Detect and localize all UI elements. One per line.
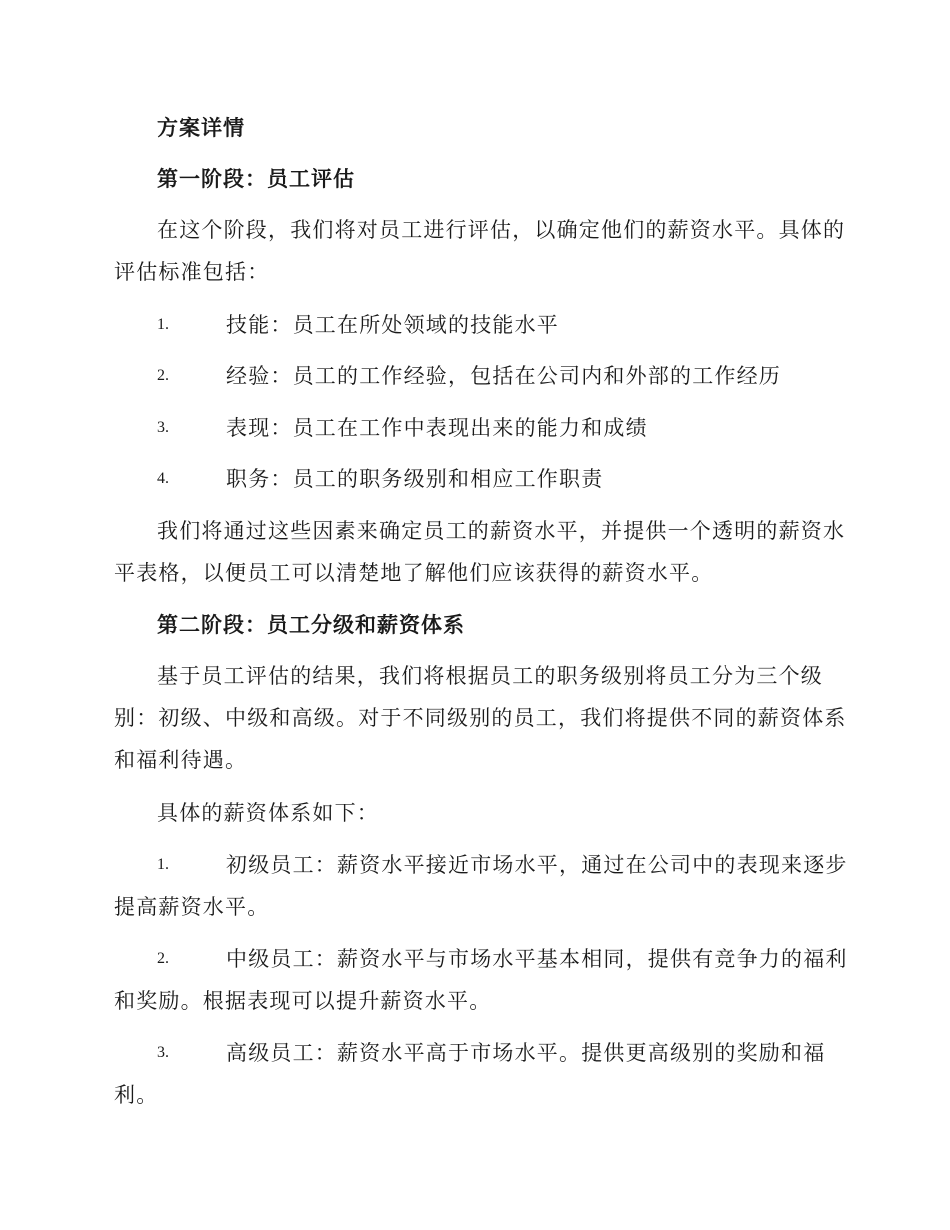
list-item-text: 初级员工：薪资水平接近市场水平，通过在公司中的表现来逐步 [226, 853, 848, 877]
list-item-text: 技能：员工在所处领域的技能水平 [226, 313, 559, 337]
stage2-heading: 第二阶段：员工分级和薪资体系 [157, 612, 465, 637]
list-item-text-continued: 利。 [114, 1083, 159, 1107]
list-item-text-continued: 和奖励。根据表现可以提升薪资水平。 [114, 989, 492, 1013]
list-item-number: 2. [157, 367, 169, 384]
list-item-text-continued: 提高薪资水平。 [114, 895, 270, 919]
list-item-number: 4. [157, 470, 169, 487]
list-item-number: 3. [157, 419, 169, 436]
stage2-intro-line-3: 和福利待遇。 [114, 748, 248, 772]
stage1-intro-line-2: 评估标准包括： [114, 260, 270, 284]
stage2-lead: 具体的薪资体系如下： [157, 801, 379, 825]
stage2-intro-line-1: 基于员工评估的结果，我们将根据员工的职务级别将员工分为三个级 [157, 664, 823, 688]
list-item-number: 1. [157, 316, 169, 333]
stage1-outro-line-2: 平表格，以便员工可以清楚地了解他们应该获得的薪资水平。 [114, 561, 714, 585]
list-item-number: 1. [157, 856, 169, 873]
stage1-heading: 第一阶段：员工评估 [157, 166, 355, 191]
stage1-intro-line-1: 在这个阶段，我们将对员工进行评估，以确定他们的薪资水平。具体的 [157, 218, 846, 242]
list-item-number: 2. [157, 950, 169, 967]
list-item-text: 职务：员工的职务级别和相应工作职责 [226, 467, 604, 491]
list-item-text: 经验：员工的工作经验，包括在公司内和外部的工作经历 [226, 364, 781, 388]
list-item-text: 高级员工：薪资水平高于市场水平。提供更高级别的奖励和福 [226, 1041, 826, 1065]
section-title: 方案详情 [157, 115, 245, 140]
stage2-intro-line-2: 别：初级、中级和高级。对于不同级别的员工，我们将提供不同的薪资体系 [114, 706, 847, 730]
list-item-text: 表现：员工在工作中表现出来的能力和成绩 [226, 416, 648, 440]
list-item-number: 3. [157, 1044, 169, 1061]
stage1-outro-line-1: 我们将通过这些因素来确定员工的薪资水平，并提供一个透明的薪资水 [157, 519, 846, 543]
list-item-text: 中级员工：薪资水平与市场水平基本相同，提供有竞争力的福利 [226, 947, 848, 971]
